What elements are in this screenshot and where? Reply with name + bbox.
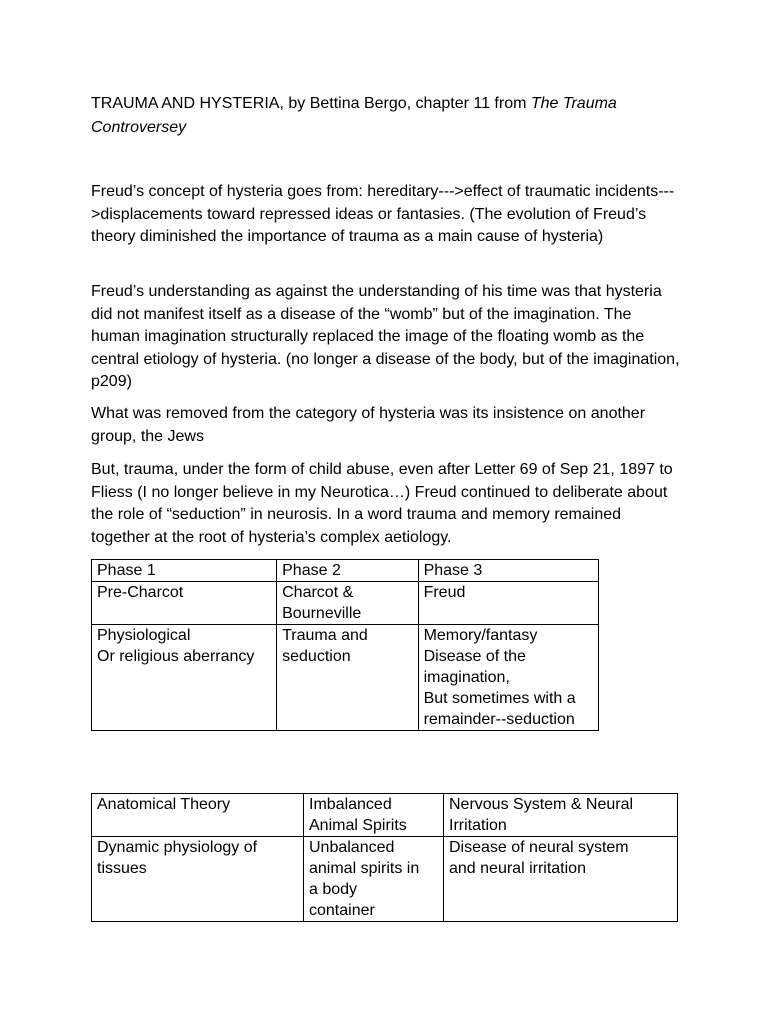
document-title bbox=[91, 92, 681, 140]
table-cell: Anatomical Theory bbox=[92, 794, 304, 837]
theories-table bbox=[91, 793, 678, 922]
table-cell: Disease of neural system and neural irritation bbox=[444, 837, 678, 922]
table-cell: Trauma and seduction bbox=[277, 625, 418, 731]
table-cell: Phase 2 bbox=[277, 560, 418, 582]
table-cell: Freud bbox=[418, 582, 598, 625]
table-cell: Dynamic physiology of tissues bbox=[92, 837, 304, 922]
table-cell: Phase 3 bbox=[418, 560, 598, 582]
table-row bbox=[92, 560, 599, 582]
table-row bbox=[92, 625, 599, 731]
table-cell: Charcot & Bourneville bbox=[277, 582, 418, 625]
phases-table bbox=[91, 559, 599, 731]
book-title: The Trauma Controversey bbox=[91, 95, 617, 136]
table-row bbox=[92, 582, 599, 625]
title-prefix: TRAUMA AND HYSTERIA, by Bettina Bergo, chapter 11 from bbox=[91, 95, 531, 112]
paragraph-1: Freud’s concept of hysteria goes from: hereditary--->effect of traumatic incidents--->displacements toward repressed ideas or fantasies. (The evolution of Freud’s theory diminished the importance of trauma as a main cause of hysteria) bbox=[91, 183, 675, 245]
table-cell: Imbalanced Animal Spirits bbox=[304, 794, 444, 837]
table-cell: Pre-Charcot bbox=[92, 582, 277, 625]
table-cell: Phase 1 bbox=[92, 560, 277, 582]
paragraph-2: Freud’s understanding as against the understanding of his time was that hysteria did not manifest itself as a disease of the “womb” but of the imagination. The human imagination structurally replaced the image of the floating womb as the central etiology of hysteria. (no longer a disease of the body, but of the imagination, p209) bbox=[91, 283, 680, 390]
table-cell: Physiological Or religious aberrancy bbox=[92, 625, 277, 731]
paragraph-4: But, trauma, under the form of child abuse, even after Letter 69 of Sep 21, 1897 to Fliess (I no longer believe in my Neurotica…) Freud continued to deliberate about the role of “seduction” in neurosis. In a word trauma and memory remained together at the root of hysteria’s complex aetiology. bbox=[91, 461, 673, 546]
table-row bbox=[92, 837, 678, 922]
paragraph-3: What was removed from the category of hysteria was its insistence on another group, the Jews bbox=[91, 405, 646, 445]
table-cell: Memory/fantasy Disease of the imagination, But sometimes with a remainder--seduction bbox=[418, 625, 598, 731]
table-cell: Unbalanced animal spirits in a body container bbox=[304, 837, 444, 922]
table-row bbox=[92, 794, 678, 837]
table-cell: Nervous System & Neural Irritation bbox=[444, 794, 678, 837]
